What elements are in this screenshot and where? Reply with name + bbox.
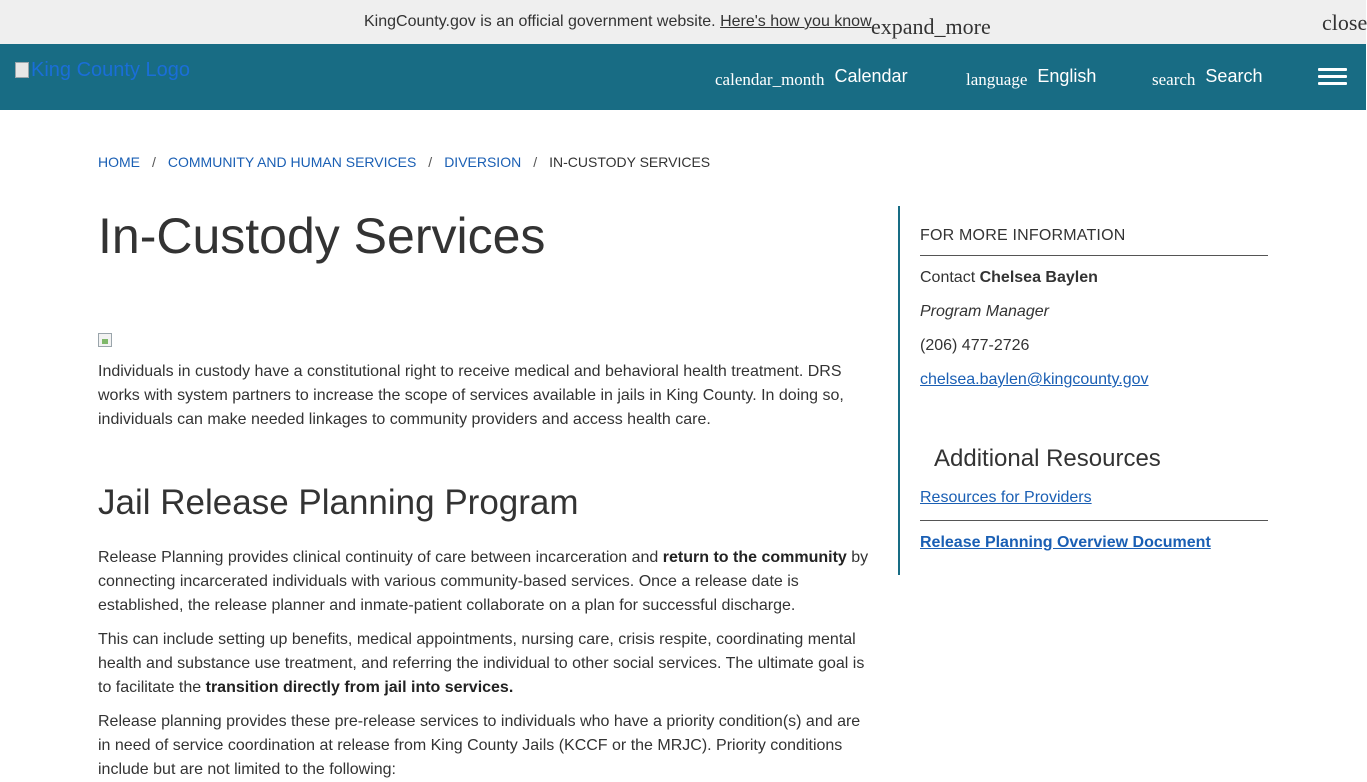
release-planning-paragraph <box>98 546 870 618</box>
search-icon: search <box>1152 70 1196 89</box>
paragraph-text: Release Planning provides clinical continuity of care between incarceration and <box>98 549 663 566</box>
contact-phone: (206) 477-2726 <box>920 337 1030 354</box>
paragraph-text: by connecting incarcerated individuals with various community-based services. Once a release date is established, the release planner and inmate-patient collaborate on a plan for successful discharge. <box>98 549 869 614</box>
official-site-text: KingCounty.gov is an official government website. <box>364 13 716 30</box>
nav-calendar-label: Calendar <box>834 66 908 86</box>
priority-conditions-paragraph: Release planning provides these pre-release services to individuals who have a priority condition(s) and are in need of service coordination at release from King County Jails (KCCF or the MRJC). Priority conditions include but are not limited to the following: <box>98 713 861 778</box>
contact-name: Chelsea Baylen <box>979 269 1098 286</box>
official-site-message <box>364 13 872 31</box>
page-title: In-Custody Services <box>98 208 546 264</box>
breadcrumb-separator: / <box>152 154 156 170</box>
menu-icon-bar <box>1318 82 1347 85</box>
nav-search-label: Search <box>1205 66 1263 86</box>
section-heading: Jail Release Planning Program <box>98 483 579 522</box>
sidebar-heading: FOR MORE INFORMATION <box>920 227 1126 244</box>
intro-paragraph: Individuals in custody have a constitutional right to receive medical and behavioral health treatment. DRS works with system partners to increase the scope of services available in jails in King County. In doing so, individuals can make needed linkages to community providers and access health care. <box>98 363 844 428</box>
divider <box>920 255 1268 256</box>
main-content <box>98 205 870 778</box>
breadcrumb-community-human-services[interactable]: COMMUNITY AND HUMAN SERVICES <box>167 154 417 170</box>
breadcrumb-separator: / <box>533 154 538 170</box>
nav-language[interactable] <box>966 66 1096 87</box>
breadcrumb-diversion[interactable]: DIVERSION <box>444 154 522 170</box>
resources-for-providers-link[interactable]: Resources for Providers <box>920 489 1092 506</box>
menu-icon-bar <box>1318 75 1347 78</box>
nav-search[interactable] <box>1152 66 1262 87</box>
language-icon: language <box>966 70 1028 89</box>
sidebar <box>898 206 1270 575</box>
breadcrumb-current: IN-CUSTODY SERVICES <box>549 154 711 170</box>
menu-icon-bar <box>1318 68 1347 71</box>
contact-line <box>920 269 1098 287</box>
broken-image-icon <box>15 62 29 78</box>
paragraph-text: This can include setting up benefits, medical appointments, nursing care, crisis respite, coordinating mental health and substance use treatment, and referring the individual to other social services. The ultimate goal is to facilitate the <box>98 631 865 696</box>
calendar-icon: calendar_month <box>715 70 825 89</box>
contact-role: Program Manager <box>920 303 1049 320</box>
release-planning-overview-link[interactable]: Release Planning Overview Document <box>920 534 1211 551</box>
paragraph-bold-text: transition directly from jail into services. <box>205 679 514 696</box>
king-county-logo[interactable] <box>15 59 190 82</box>
close-icon[interactable]: close <box>1322 10 1367 35</box>
image-placeholder <box>98 333 112 347</box>
breadcrumb <box>98 154 710 170</box>
breadcrumb-home[interactable]: HOME <box>98 154 140 170</box>
menu-icon[interactable] <box>1318 67 1348 87</box>
nav-language-label: English <box>1037 66 1097 86</box>
broken-image-icon <box>98 333 114 349</box>
contact-email-link[interactable]: chelsea.baylen@kingcounty.gov <box>920 371 1149 388</box>
paragraph-bold-text: return to the community <box>662 549 847 566</box>
breadcrumb-separator: / <box>428 154 433 170</box>
nav-calendar[interactable] <box>715 66 908 87</box>
divider <box>920 520 1268 521</box>
contact-prefix: Contact <box>920 269 980 286</box>
expand-more-icon[interactable]: expand_more <box>871 14 991 39</box>
heres-how-you-know-link[interactable]: Here's how you know <box>720 13 872 30</box>
official-site-banner <box>0 0 1366 44</box>
site-header <box>0 44 1366 110</box>
logo-alt-text: King County Logo <box>31 59 191 81</box>
additional-resources-heading: Additional Resources <box>934 445 1161 472</box>
services-paragraph <box>98 628 870 700</box>
